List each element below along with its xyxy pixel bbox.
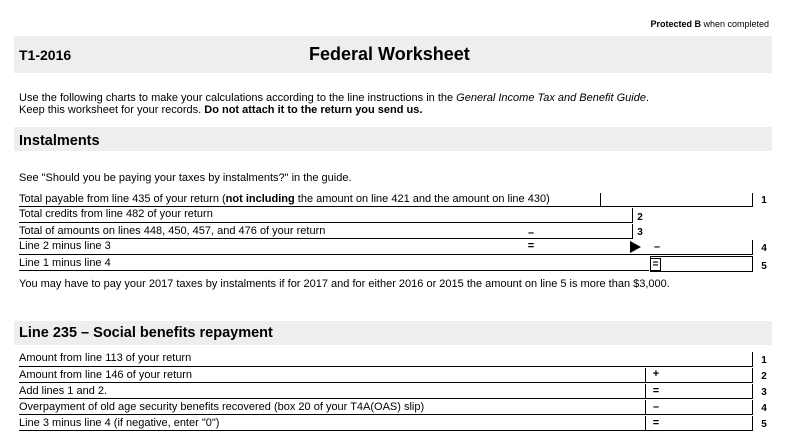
form-id: T1-2016 [19, 47, 72, 63]
instalments-line4-equals: = [527, 240, 535, 252]
line235-line-number-3: 3 [761, 387, 767, 398]
instalments-line4-label: Line 2 minus line 3 [19, 240, 111, 252]
instalments-line3-minus: – [527, 227, 535, 239]
instalments-line2-field-end[interactable] [632, 208, 633, 222]
instalments-line3-field-end[interactable] [632, 224, 633, 238]
instalments-see-guide: See "Should you be paying your taxes by instalments?" in the guide. [19, 172, 352, 184]
line235-line2-field-end[interactable] [752, 368, 753, 382]
page-title: Federal Worksheet [309, 44, 470, 64]
instalments-line3-rule [19, 238, 633, 239]
line235-line4-divider [645, 400, 646, 414]
line235-line3-divider [645, 384, 646, 398]
instalments-line4-minus: – [653, 241, 661, 253]
line235-line3-equals: = [652, 385, 660, 397]
line235-line-number-1: 1 [761, 355, 767, 366]
line235-line3-label: Add lines 1 and 2. [19, 385, 108, 397]
line235-line-number-5: 5 [761, 419, 767, 430]
line235-line4-minus: – [652, 401, 660, 413]
instalments-line4-rule [19, 254, 753, 255]
instalments-line1-label: Total payable from line 435 of your return (not including the amount on line 421 and the amount on line 430) [19, 193, 550, 205]
instalments-line-number-4: 4 [761, 243, 767, 254]
instalments-line4-field-end[interactable] [752, 240, 753, 254]
line235-line5-equals: = [652, 417, 660, 429]
line235-line3-rule [19, 398, 753, 399]
line235-line4-rule [19, 414, 753, 415]
instalments-line2-rule [19, 222, 633, 223]
line235-line-number-4: 4 [761, 403, 767, 414]
line235-line-number-2: 2 [761, 371, 767, 382]
line235-line1-label: Amount from line 113 of your return [19, 352, 192, 364]
line235-line2-label: Amount from line 146 of your return [19, 369, 193, 381]
instalments-line1-rule [19, 206, 753, 207]
instalments-line-number-5: 5 [761, 261, 767, 272]
line235-line5-divider [645, 416, 646, 430]
line235-line5-rule [19, 430, 753, 431]
line235-line1-field-end[interactable] [752, 352, 753, 366]
instalments-title: Instalments [19, 133, 100, 149]
instalments-line-number-3: 3 [637, 227, 643, 238]
line235-line4-field-end[interactable] [752, 400, 753, 414]
instalments-line3-label: Total of amounts on lines 448, 450, 457, and 476 of your return [19, 225, 326, 237]
line235-line5-label: Line 3 minus line 4 (if negative, enter "0") [19, 417, 220, 429]
protected-b-label: Protected B when completed [650, 19, 769, 29]
line235-line3-field-end[interactable] [752, 384, 753, 398]
instalments-line1-field-end[interactable] [752, 193, 753, 206]
line235-line2-plus: + [652, 368, 660, 380]
instalments-note: You may have to pay your 2017 taxes by instalments if for 2017 and for either 2016 or 2015 the amount on line 5 is more than $3,000. [19, 278, 670, 290]
line235-line2-rule [19, 382, 753, 383]
line235-line5-field-end[interactable] [752, 416, 753, 430]
instalments-line5-label: Line 1 minus line 4 [19, 257, 111, 269]
instalments-line2-label: Total credits from line 482 of your return [19, 208, 213, 220]
line235-title: Line 235 – Social benefits repayment [19, 325, 273, 341]
instalments-line5-total-field[interactable] [650, 256, 753, 272]
instalments-line-number-2: 2 [637, 212, 643, 223]
line235-line4-label: Overpayment of old age security benefits recovered (box 20 of your T4A(OAS) slip) [19, 401, 425, 413]
instalments-line5-equals: = [650, 258, 661, 271]
instalments-line5-rule [19, 270, 649, 271]
instalments-band [14, 127, 772, 151]
line235-line2-divider [645, 368, 646, 382]
line235-line1-rule [19, 366, 753, 367]
intro-text: Use the following charts to make your calculations according to the line instructions in the General Income Tax and Benefit Guide. Keep this worksheet for your records. Do not attach it to the return you send us. [19, 92, 650, 116]
instalments-line-number-1: 1 [761, 195, 767, 206]
arrow-right-icon [630, 241, 641, 253]
instalments-line1-divider [600, 193, 601, 206]
